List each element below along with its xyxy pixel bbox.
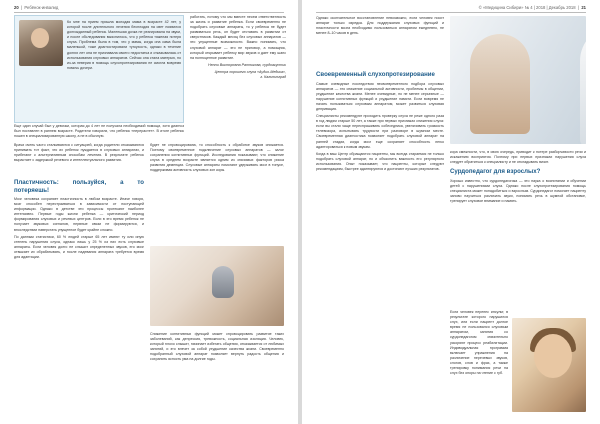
heading-surdopedagog: Сурдопедагог для взрослых? — [450, 168, 541, 176]
intro-paragraph — [14, 143, 144, 175]
heading-timely-fitting: Своевременный слухопротезирование — [316, 71, 435, 78]
right-header-rule — [316, 12, 586, 13]
author-photo — [19, 20, 63, 66]
quote-box — [14, 15, 184, 123]
photo-patient — [470, 34, 530, 134]
right-column-1-top — [316, 16, 444, 66]
left-column-1 — [14, 176, 144, 412]
right-col2-paragraph-1: кора смежности, что, в свою очередь, приводит к потере разборчивости речи и искажению восприятия. Поэтому при первых признаках нарушения слуха следует обратиться к специалисту и не откладывать визит. — [450, 150, 586, 165]
quote-author-org: Центра хорошего слуха «Аудио-Медика», — [214, 69, 286, 74]
hearing-aid-photo — [150, 246, 284, 326]
right-page — [302, 0, 600, 424]
col2-paragraph-1: будет не спровоцирована, то способность к обработке звуков снижается. Поэтому своевременное подключение слуховых аппаратов — залог сохранения когнитивных функций. Исследования показывают, что снижение слуха в среднем возрасте является одним из значимых факторов риска развития деменции. Слуховые аппараты помогают удерживать мозг в тонусе, поддерживая активность слуховых зон коры. — [150, 143, 284, 173]
col2-paragraph-2: Снижение когнитивных функций может спровоцировать развитие таких заболеваний, как депрессия, тревожность, социальная изоляция. Человек, который плохо слышит, начинает избегать общения, отказывается от любимых занятий, и это влечет за собой ухудшение качества жизни. Своевременно подобранный слуховой аппарат позволяет вернуть радость общения и сохранить ясность ума на долгие годы. — [150, 332, 284, 362]
quote-text: Ко мне на прием пришла молодая мама в возрасте 42 лет, у которой после длительного лечения бесплодия на свет появился долгожданный ребенок. Маленькая дочка не реагировала на звуки, и после обследования выяснилось, что у ребенка тяжелая потеря слуха. Проблема была в том, что у мамы, когда она сама была маленькой, тоже диагностировали тугоухость, однако в течение долгих лет она не признавала своего недостатка и отказывалась от использования слуховых аппаратов. Сейчас она стала матерью, но из-за неверия в помощь слухопротезирования не смогла вовремя помочь дочери. — [67, 20, 181, 70]
right-column-1 — [316, 68, 444, 408]
right-col1-paragraph-2: Самые очевидные последствия несвоевременного подбора слуховых аппаратов — это снижение социальной активности, проблемы в общении, ухудшение качества жизни. Менее очевидные, но не менее серьезные — нарушение когнитивных функций и ухудшение памяти. Если вовремя не начать пользоваться слуховым аппаратом, может развиться слуховая депривация. — [316, 81, 444, 111]
left-page-number: 20 — [14, 5, 19, 10]
left-running-header: 20 | Ребёнок-инвалид — [14, 5, 59, 10]
right-page-number: 21 — [581, 5, 586, 10]
quote-right-column — [190, 15, 286, 140]
right-col1-paragraph-3: Специалисты рекомендуют проходить проверку слуха не реже одного раза в год людям старше 50 лет, а также при первых признаках снижения слуха: если вы стали чаще переспрашивать собеседника, увеличивать громкость телевизора, испытывать трудности при разговоре в шумном месте. Своевременная диагностика позволяет подобрать слуховой аппарат на ранней стадии, когда мозг еще сохраняет способность легко адаптироваться к новым звукам. — [316, 114, 444, 149]
left-page — [0, 0, 298, 424]
child-photo — [512, 318, 586, 412]
col1-paragraph-1: Мозг человека сохраняет пластичность в любом возрасте. Иначе говоря, мозг способен перестраиваться в зависимости от поступающей информации. Однако в детстве эти процессы протекают наиболее интенсивно. Первые годы жизни ребенка — критический период формирования слуховых и речевых центров. Если в это время ребенок не получает звуковых сигналов, нервные связи не формируются, и впоследствии наверстать упущенное будет крайне сложно. — [14, 197, 144, 232]
intro-text: Врачи очень часто сталкиваются с ситуацией, когда родители отказываются принимать тот факт, что их ребенок нуждается в слуховых аппаратах, и прибегают к альтернативным способам лечения. В результате ребенок вырастает с задержкой речевого и интеллектуального развития. — [14, 143, 144, 163]
hearing-aid-icon — [212, 266, 234, 298]
photo-child-face — [534, 334, 572, 378]
left-header-rule — [14, 12, 284, 13]
col1-paragraph-2: По данным статистики, 60 % людей старше 65 лет имеют ту или иную степень нарушения слуха, однако лишь у 25 % из них есть слуховые аппараты. Если человек долго не слышит определенных звуков, его мозг отвыкает их обрабатывать, и после надевания аппарата требуется время для адаптации. — [14, 234, 144, 260]
right-col2-paragraph-2: Хорошо известно, что сурдопедагогика — это наука о воспитании и обучении детей с нарушениями слуха. Однако после слухопротезирования помощь специалиста может понадобиться и взрослым. Сурдопедагог помогает пациенту заново научиться различать звуки, понимать речь в шумной обстановке, тренирует слуховое внимание и память. — [450, 178, 586, 204]
quote-text-3: работать, потому что мы вместе несем ответственность за жизнь и развитие ребенка. Если своевременно не подобрать слуховые аппараты, то у ребенка не будет развиваться речь, он будет отставать в развитии от сверстников. Каждый месяц без слуховых аппаратов — это упущенные возможности. Важно понимать, что слуховой аппарат — это не приговор, а помощник, который открывает ребенку мир звуков и дает ему шанс на полноценное развитие. — [190, 15, 286, 60]
heading-plasticity: Пластичность: пользуйся, а то потеряешь! — [14, 179, 144, 194]
right-running-header: © «Медицина Сибири» № 4 | 2018 | Декабрь 2018 | 21 — [478, 5, 586, 10]
right-column-2-bottom — [450, 310, 508, 414]
consultation-photo — [450, 16, 586, 144]
quote-continuation — [14, 124, 184, 140]
right-col1-paragraph-1: Однако окончательное восстановление невозможно, если человек носит аппарат только изредка. Для поддержания слуховых функций и пластичности мозга необходимо пользоваться аппаратом ежедневно, не менее 8–10 часов в день. — [316, 16, 444, 36]
quote-city: г. Калининград — [260, 75, 286, 80]
photo-doctor — [580, 26, 586, 144]
left-column-2-bottom — [150, 332, 284, 416]
right-col2-paragraph-3: Если человек перенес инсульт, в результате которого нарушился слух, или если пациент долгое время не пользовался слуховым аппаратом, занятия со сурдопедагогом значительно ускоряют процесс реабилитации. Индивидуальная программа включает упражнения на различение неречевых звуков, слогов, слов и фраз, а также тренировку понимания речи на слух без опоры на чтение с губ. — [450, 310, 508, 376]
right-header-text: © «Медицина Сибири» № 4 | 2018 | Декабрь 2018 — [478, 5, 576, 10]
right-column-2 — [450, 150, 586, 310]
quote-column — [67, 20, 181, 120]
left-section-name: Ребёнок-инвалид — [24, 5, 59, 10]
right-col1-paragraph-4: Когда в ваш Центр обращаются пациенты, мы всегда стараемся не только подобрать слуховой аппарат, но и объяснить важность его регулярного использования. Опыт показывает, что пациенты, которые следуют рекомендациям, быстрее адаптируются и достигают лучших результатов. — [316, 151, 444, 171]
quote-author: Нелли Викторовна Ратникова, сурдоакустик — [208, 62, 286, 67]
quote-text-2: Еще один случай был у девочки, которая до 4 лет не получала необходимой помощи, хотя диагноз был поставлен в раннем возрасте. Родители говорили, что ребенок «перерастет». В итоге ребенок пошел в специализированную школу, а не в обычную. — [14, 124, 184, 139]
